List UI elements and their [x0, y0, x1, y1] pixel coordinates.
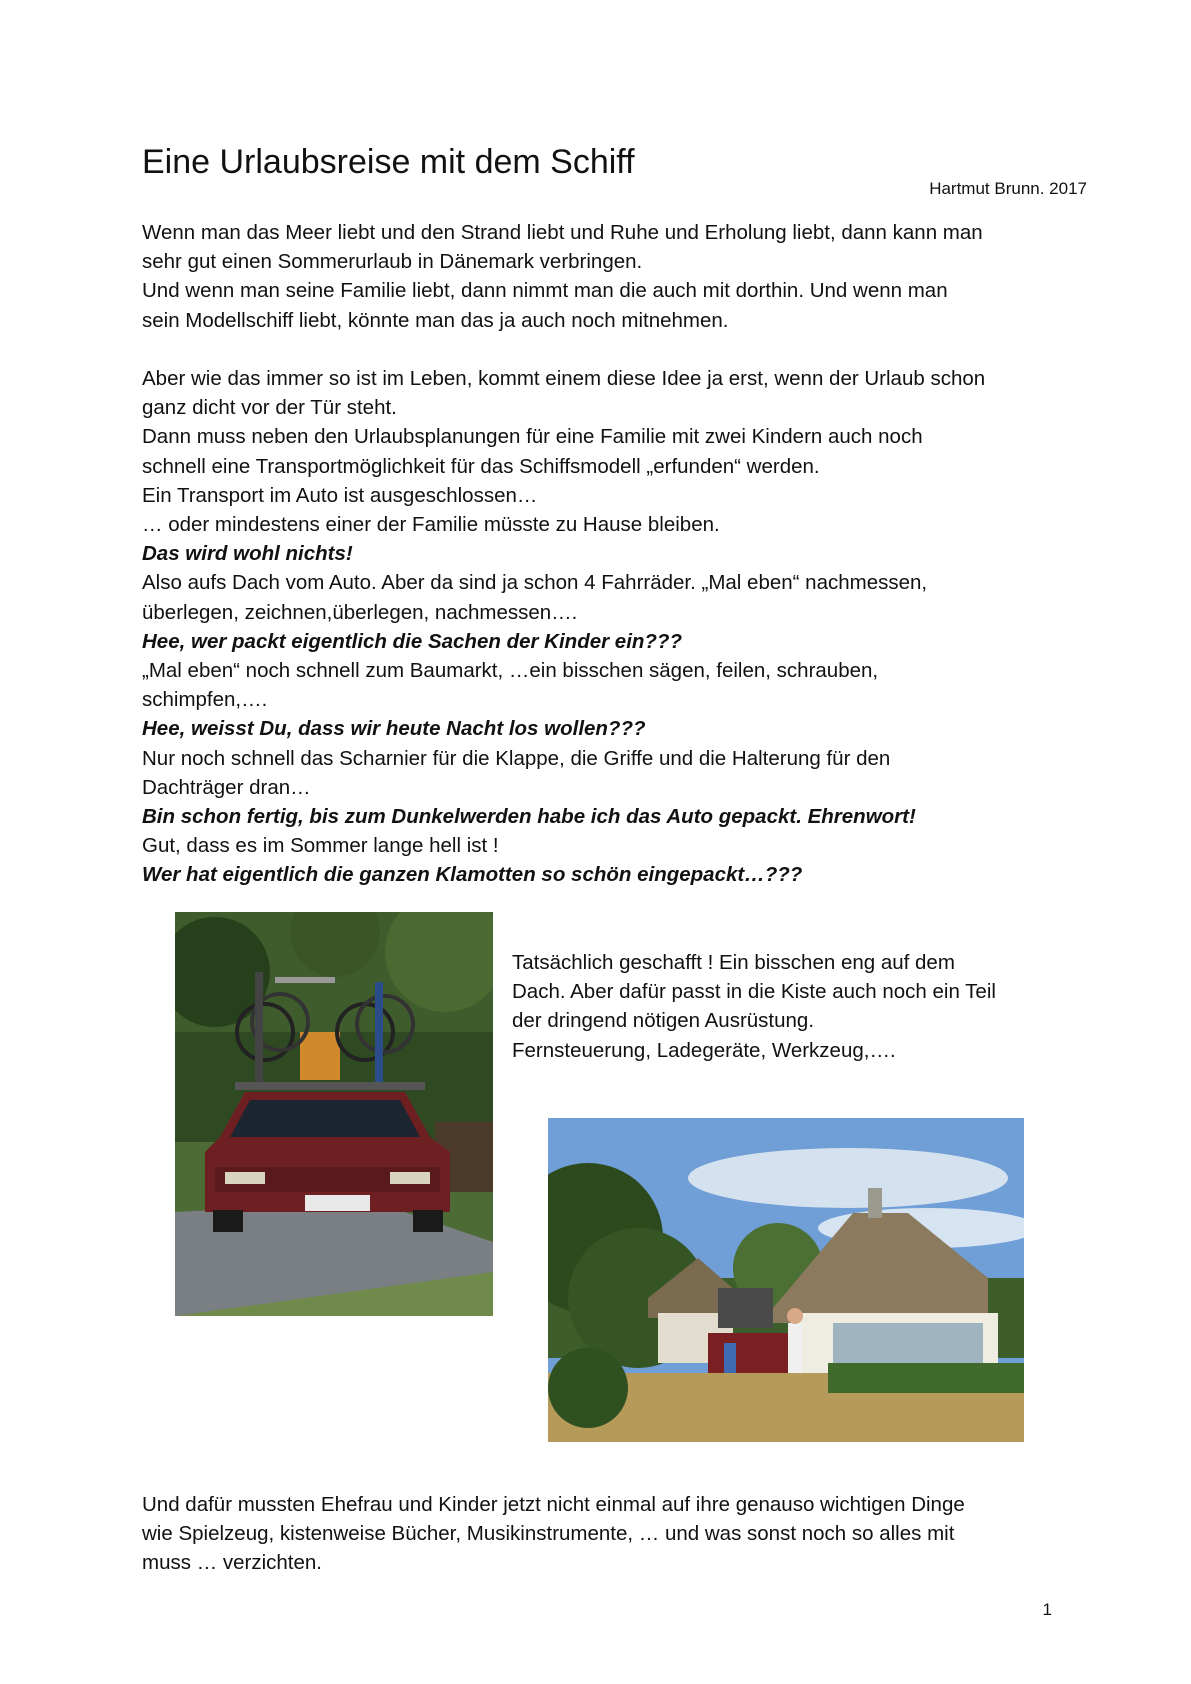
body-line: sehr gut einen Sommerurlaub in Dänemark verbringen.	[142, 250, 643, 274]
body-line: Und wenn man seine Familie liebt, dann nimmt man die auch mit dorthin. Und wenn man	[142, 279, 948, 303]
emphasized-line: Das wird wohl nichts!	[142, 542, 353, 566]
caption-line: Fernsteuerung, Ladegeräte, Werkzeug,….	[512, 1038, 896, 1062]
body-line: Dachträger dran…	[142, 775, 311, 799]
body-line: ganz dicht vor der Tür steht.	[142, 396, 397, 420]
emphasized-line: Hee, wer packt eigentlich die Sachen der Kinder ein???	[142, 629, 682, 653]
body-line: Ein Transport im Auto ist ausgeschlossen…	[142, 483, 538, 507]
photo-caption	[512, 948, 1052, 1065]
body-line: schnell eine Transportmöglichkeit für das Schiffsmodell „erfunden“ werden.	[142, 454, 820, 478]
body-text	[142, 218, 1062, 890]
body-line: schimpfen,….	[142, 688, 268, 712]
author-credit: Hartmut Brunn. 2017	[929, 179, 1087, 198]
caption-line: der dringend nötigen Ausrüstung.	[512, 1009, 815, 1033]
page-title: Eine Urlaubsreise mit dem Schiff	[142, 143, 635, 181]
paragraph-gap	[142, 335, 1062, 364]
body-line: Wenn man das Meer liebt und den Strand liebt und Ruhe und Erholung liebt, dann kann man	[142, 221, 983, 244]
body-line: Nur noch schnell das Scharnier für die Klappe, die Griffe und die Halterung für den	[142, 746, 891, 770]
emphasized-line: Bin schon fertig, bis zum Dunkelwerden habe ich das Auto gepackt. Ehrenwort!	[142, 805, 916, 829]
body-line: sein Modellschiff liebt, könnte man das ja auch noch mitnehmen.	[142, 308, 729, 332]
thatched-cottage-photo	[548, 1118, 1024, 1442]
body-line: Also aufs Dach vom Auto. Aber da sind ja schon 4 Fahrräder. „Mal eben“ nachmessen,	[142, 571, 928, 595]
body-line: … oder mindestens einer der Familie müsste zu Hause bleiben.	[142, 513, 720, 537]
body-line: Dann muss neben den Urlaubsplanungen für eine Familie mit zwei Kindern auch noch	[142, 425, 923, 449]
body-line: überlegen, zeichnen,überlegen, nachmessen….	[142, 600, 578, 624]
closing-line: wie Spielzeug, kistenweise Bücher, Musikinstrumente, … und was sonst noch so alles mit	[142, 1522, 955, 1546]
page-number: 1	[1042, 1600, 1052, 1619]
caption-line: Dach. Aber dafür passt in die Kiste auch noch ein Teil	[512, 980, 996, 1004]
closing-paragraph	[142, 1490, 1062, 1578]
body-line: Aber wie das immer so ist im Leben, kommt einem diese Idee ja erst, wenn der Urlaub schon	[142, 367, 986, 390]
closing-line: muss … verzichten.	[142, 1551, 322, 1575]
caption-line: Tatsächlich geschafft ! Ein bisschen eng auf dem	[512, 951, 955, 974]
emphasized-line: Hee, weisst Du, dass wir heute Nacht los wollen???	[142, 717, 646, 741]
emphasized-line: Wer hat eigentlich die ganzen Klamotten so schön eingepackt…???	[142, 863, 803, 887]
closing-line: Und dafür mussten Ehefrau und Kinder jetzt nicht einmal auf ihre genauso wichtigen Dinge	[142, 1493, 965, 1516]
car-with-roof-bicycles-photo	[175, 912, 493, 1316]
body-line: Gut, dass es im Sommer lange hell ist !	[142, 834, 499, 858]
body-line: „Mal eben“ noch schnell zum Baumarkt, …ein bisschen sägen, feilen, schrauben,	[142, 659, 879, 683]
